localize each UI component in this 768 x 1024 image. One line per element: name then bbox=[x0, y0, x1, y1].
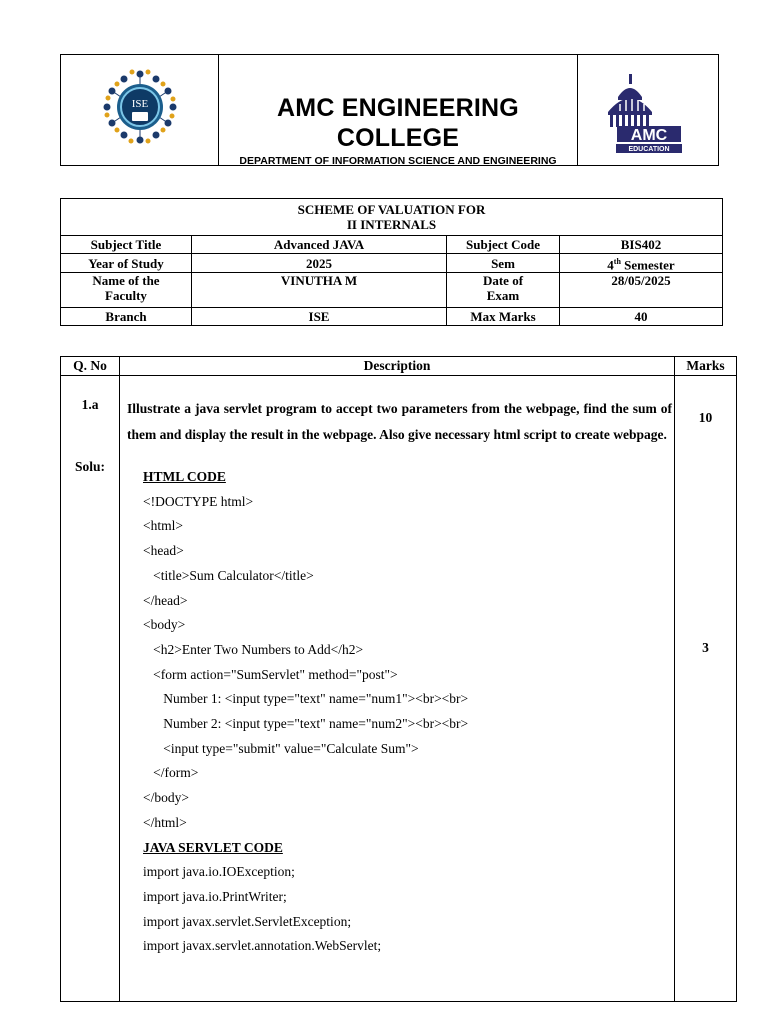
date-label-line2: Exam bbox=[486, 288, 520, 304]
department-name: DEPARTMENT OF INFORMATION SCIENCE AND ENGINEERING bbox=[239, 155, 557, 167]
code-line: <!DOCTYPE html> bbox=[143, 493, 254, 509]
ise-logo-icon bbox=[61, 55, 218, 167]
marks-total: 10 bbox=[698, 410, 713, 425]
question-text: Illustrate a java servlet program to accept two parameters from the webpage, find the sum of them and display the result in the webpage. Also give necessary html script to create webpage. bbox=[127, 401, 672, 442]
code-line: </body> bbox=[143, 790, 189, 806]
description-header: Description bbox=[120, 357, 675, 376]
subject-title-value: Advanced JAVA bbox=[192, 236, 447, 254]
marks-header: Marks bbox=[675, 357, 737, 376]
branch-label: Branch bbox=[61, 308, 192, 326]
marks-part: 3 bbox=[702, 640, 709, 655]
code-line: import java.io.IOException; bbox=[143, 864, 295, 880]
code-line: <html> bbox=[143, 518, 183, 534]
question-number: 1.a bbox=[81, 397, 99, 412]
answer-table bbox=[60, 356, 737, 1002]
faculty-value: VINUTHA M bbox=[192, 273, 447, 308]
faculty-label-line2: Faculty bbox=[105, 288, 147, 304]
svg-text:ISE: ISE bbox=[131, 98, 149, 110]
faculty-label-line1: Name of the bbox=[92, 273, 160, 289]
svg-text:EDUCATION: EDUCATION bbox=[628, 146, 670, 153]
header-box bbox=[60, 54, 719, 166]
subject-code-label: Subject Code bbox=[447, 236, 560, 254]
date-label bbox=[447, 273, 560, 308]
left-logo-cell bbox=[61, 55, 219, 165]
code-line: <title>Sum Calculator</title> bbox=[143, 567, 314, 583]
solution-label: Solu: bbox=[74, 459, 105, 474]
branch-value: ISE bbox=[192, 308, 447, 326]
code-line: <head> bbox=[143, 543, 184, 559]
marks-cell bbox=[675, 376, 737, 1002]
amc-logo-icon bbox=[578, 55, 718, 167]
qno-header: Q. No bbox=[61, 357, 120, 376]
java-code-heading: JAVA SERVLET CODE bbox=[143, 839, 283, 855]
code-line: import javax.servlet.ServletException; bbox=[143, 913, 352, 929]
code-line: </form> bbox=[143, 765, 199, 781]
college-name: AMC ENGINEERING COLLEGE bbox=[277, 94, 519, 152]
html-code-heading: HTML CODE bbox=[143, 469, 226, 484]
code-line: import java.io.PrintWriter; bbox=[143, 888, 287, 904]
scheme-title bbox=[61, 199, 723, 236]
code-line: Number 1: <input type="text" name="num1"><br><br> bbox=[143, 691, 469, 707]
right-logo-cell bbox=[577, 55, 718, 165]
qno-cell bbox=[61, 376, 120, 1002]
date-label-line1: Date of bbox=[482, 273, 524, 289]
description-cell bbox=[120, 376, 675, 1002]
faculty-label bbox=[61, 273, 192, 308]
year-label: Year of Study bbox=[61, 254, 192, 273]
scheme-title-line1: SCHEME OF VALUATION FOR bbox=[297, 202, 486, 217]
code-block bbox=[143, 465, 674, 959]
code-line: <h2>Enter Two Numbers to Add</h2> bbox=[143, 641, 364, 657]
sem-suffix: th bbox=[613, 257, 621, 266]
code-line: <body> bbox=[143, 617, 186, 633]
svg-text:AMC: AMC bbox=[630, 127, 668, 144]
code-line: </head> bbox=[143, 592, 188, 608]
max-marks-value: 40 bbox=[560, 308, 723, 326]
scheme-title-line2: II INTERNALS bbox=[346, 217, 437, 232]
sem-label: Sem bbox=[447, 254, 560, 273]
date-value: 28/05/2025 bbox=[560, 273, 723, 308]
scheme-info-table bbox=[60, 198, 723, 326]
sem-value bbox=[560, 254, 723, 273]
sem-word: Semester bbox=[620, 257, 675, 273]
code-line: <input type="submit" value="Calculate Sum"> bbox=[143, 740, 419, 756]
sem-number: 4 bbox=[607, 257, 614, 273]
subject-code-value: BIS402 bbox=[560, 236, 723, 254]
subject-title-label: Subject Title bbox=[61, 236, 192, 254]
code-line: <form action="SumServlet" method="post"> bbox=[143, 666, 398, 682]
code-line: import javax.servlet.annotation.WebServlet; bbox=[143, 938, 382, 954]
max-marks-label: Max Marks bbox=[447, 308, 560, 326]
college-title-cell bbox=[219, 55, 577, 165]
code-line: Number 2: <input type="text" name="num2"><br><br> bbox=[143, 716, 469, 732]
code-line: </html> bbox=[143, 814, 187, 830]
year-value: 2025 bbox=[192, 254, 447, 273]
